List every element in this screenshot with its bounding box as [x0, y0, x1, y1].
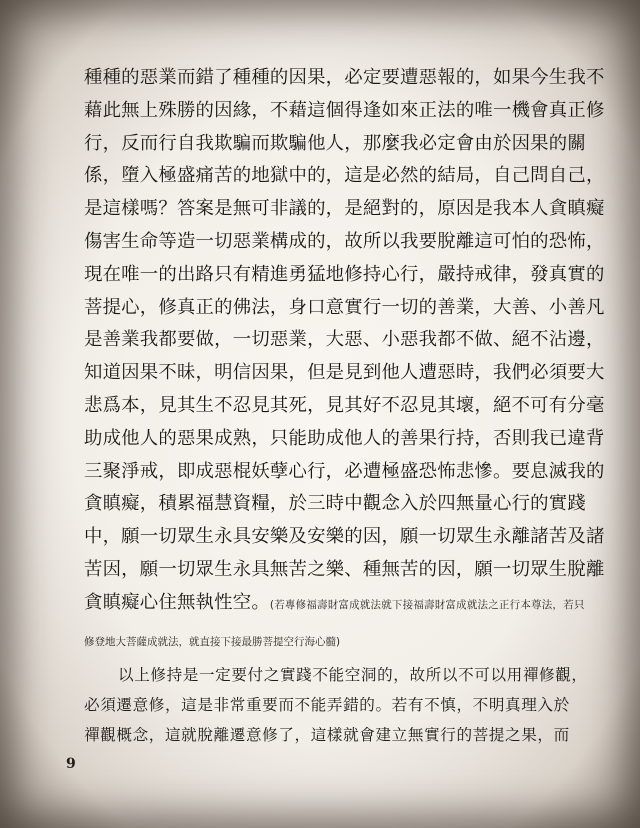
page-number: 9 [66, 756, 76, 772]
text-line: 是善業我都要做，一切惡業，大惡、小惡我都不做、絕不沾邊， [84, 329, 605, 351]
commentary-line: 以上修持是一定要付之實踐不能空洞的，故所以不可以用禪修觀， [118, 666, 588, 684]
text-line: 苦因，願一切眾生永具無苦之樂、種無苦的因，願一切眾生脫離 [84, 558, 605, 580]
text-line: 貪瞋癡，積累福慧資糧，於三時中觀念入於四無量心行的實踐 [84, 493, 586, 515]
text-line: 助成他人的惡果成熟，只能助成他人的善果行持，否則我已違背 [84, 427, 605, 449]
text-line: 知道因果不昧，明信因果，但是見到他人遭惡時，我們必須要大 [84, 362, 605, 384]
text-line: 傷害生命等造一切惡業構成的，故所以我要脫離這可怕的恐怖， [84, 230, 605, 252]
text-line: 中，願一切眾生永具安樂及安樂的因，願一切眾生永離諸苦及諸 [84, 526, 605, 548]
text-line: 行，反而行自我欺騙而欺騙他人，那麼我必定會由於因果的關 [84, 132, 586, 154]
text-line: 悲爲本，見其生不忍見其死，見其好不忍見其壞，絕不可有分毫 [84, 394, 605, 416]
text-line: 種種的惡業而錯了種種的因果，必定要遭惡報的，如果今生我不 [84, 67, 605, 88]
text-line: 三聚淨戒，即成惡棍妖孽心行，必遭極盛恐怖悲慘。要息滅我的 [84, 460, 605, 482]
text-line: 是這樣嗎？答案是無可非議的，是絕對的，原因是我本人貪瞋癡 [84, 198, 605, 220]
text-line-end: 貪瞋癡心住無執性空。 [84, 591, 270, 613]
commentary-block [84, 660, 594, 750]
note-text-start: (若專修福壽財富成就法就下接福壽財富成就法之正行本尊法，若只 [269, 598, 585, 611]
note-text-continued: 修登地大菩薩成就法，就直接下接最勝菩提空行海心髓) [84, 636, 341, 648]
text-line: 係，墮入極盛痛苦的地獄中的，這是必然的結局，自己問自己， [84, 165, 605, 187]
text-line: 菩提心，修真正的佛法，身口意實行一切的善業，大善、小善凡 [84, 296, 605, 318]
commentary-line: 禪觀概念，這就脫離遷意修了，這樣就會建立無實行的菩提之果，而 [84, 726, 570, 744]
commentary-line: 必須遷意修，這是非常重要而不能弄錯的。若有不慎，不明真理入於 [84, 696, 570, 714]
main-text-block [84, 62, 605, 620]
text-line-with-note [84, 587, 584, 620]
text-line: 藉此無上殊勝的因緣，不藉這個得逢如來正法的唯一機會真正修 [84, 99, 605, 121]
text-line: 現在唯一的出路只有精進勇猛地修持心行，嚴持戒律，發真實的 [84, 263, 605, 285]
